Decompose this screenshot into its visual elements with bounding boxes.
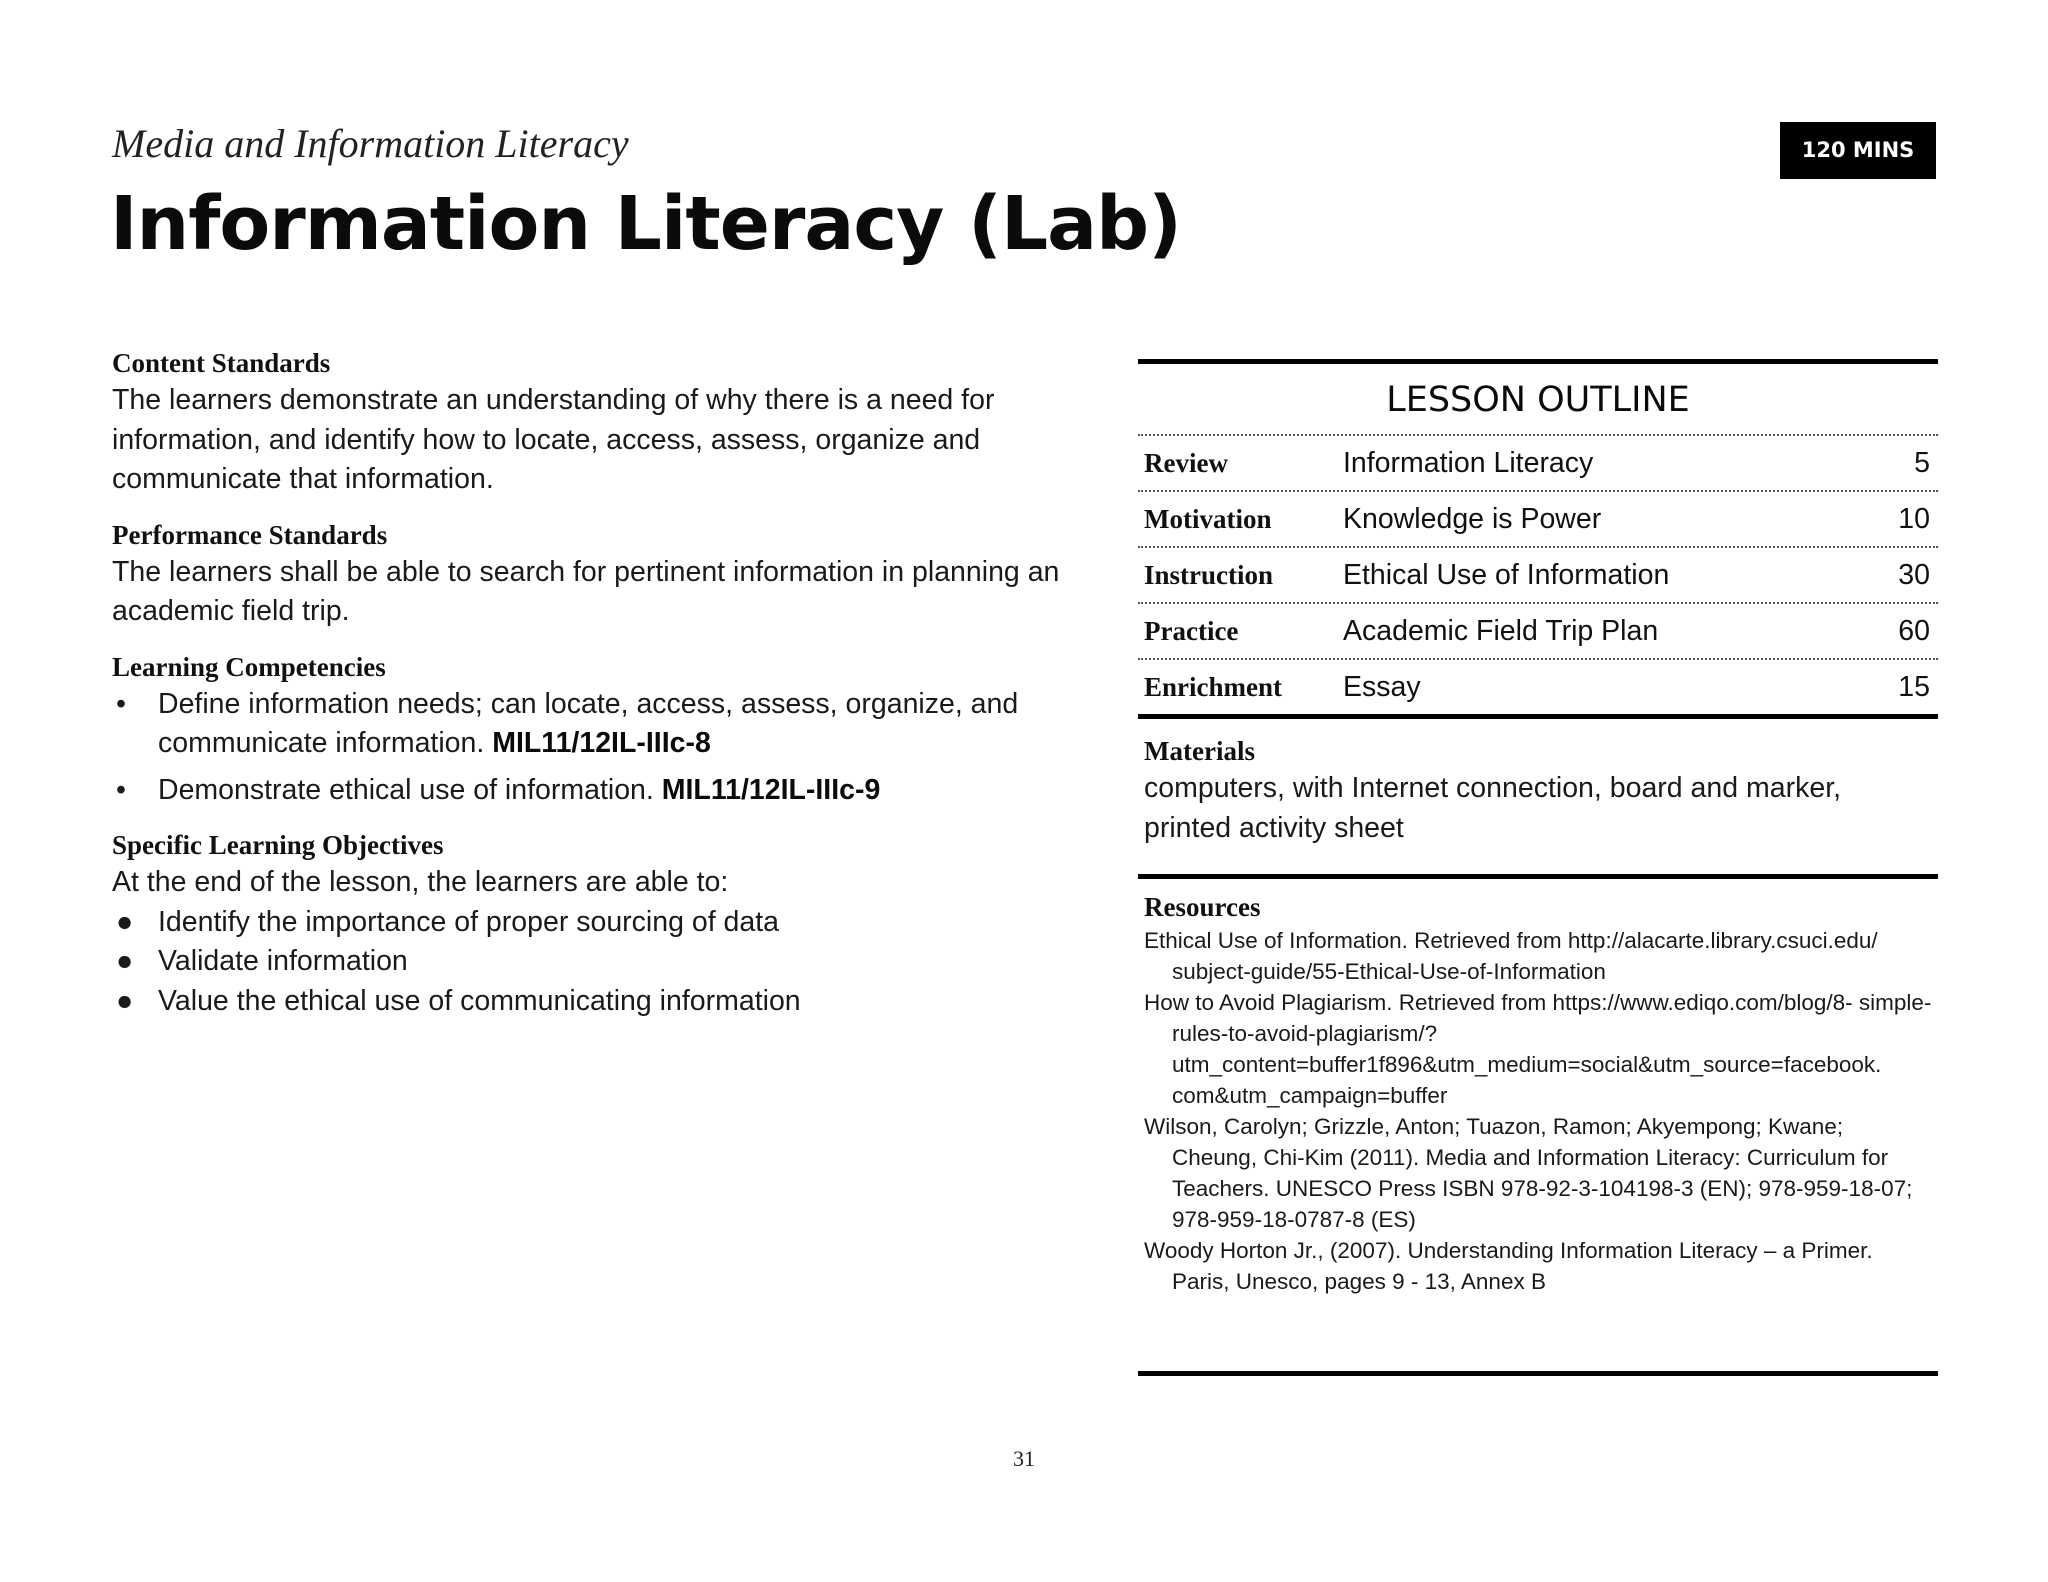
performance-standards-section xyxy=(112,517,1097,632)
resource-item: How to Avoid Plagiarism. Retrieved from https://www.ediqo.com/blog/8- simple-rules-to-avoid-plagiarism/? utm_content=buffer1f896&utm_medium=social&utm_source=facebook. com&utm_campaign=buffer xyxy=(1144,990,1932,1108)
outline-minutes: 60 xyxy=(1898,614,1930,647)
resource-item: Woody Horton Jr., (2007). Understanding Information Literacy – a Primer. Paris, Unesco, pages 9 - 13, Annex B xyxy=(1144,1238,1873,1294)
resources-heading: Resources xyxy=(1144,892,1261,922)
content-standards-heading: Content Standards xyxy=(112,348,331,378)
objectives-list xyxy=(112,903,1097,1022)
outline-minutes: 10 xyxy=(1898,502,1930,535)
lesson-outline-title: LESSON OUTLINE xyxy=(1386,380,1690,420)
learning-competencies-section xyxy=(112,649,1097,811)
outline-phase: Instruction xyxy=(1144,559,1274,590)
learning-competencies-heading: Learning Competencies xyxy=(112,651,386,682)
outline-phase: Enrichment xyxy=(1144,671,1282,702)
materials-heading: Materials xyxy=(1144,736,1255,766)
resource-item: Wilson, Carolyn; Grizzle, Anton; Tuazon, Ramon; Akyempong; Kwane; Cheung, Chi-Kim (2011). Media and Information Literacy: Curriculum for Teachers. UNESCO Press ISBN 978-92-3-104198-3 (EN); 978-959-18-07; 978-959-18-0787-8 (ES) xyxy=(1144,1114,1913,1232)
outline-activity: Knowledge is Power xyxy=(1343,502,1602,535)
outline-activity: Essay xyxy=(1343,670,1421,703)
outline-activity: Ethical Use of Information xyxy=(1343,558,1670,591)
outline-row xyxy=(1138,490,1938,546)
standards-column xyxy=(112,345,1097,1038)
duration-badge: 120 MINS xyxy=(1780,122,1936,179)
objectives-heading: Specific Learning Objectives xyxy=(112,830,444,860)
resources-bottom-rule xyxy=(1138,1371,1938,1376)
materials-text: computers, with Internet connection, board and marker, printed activity sheet xyxy=(1144,772,1842,844)
page-number: 31 xyxy=(1013,1446,1035,1471)
performance-standards-heading: Performance Standards xyxy=(112,519,388,550)
objective-text: Value the ethical use of communicating information xyxy=(158,984,801,1017)
competencies-list xyxy=(112,685,1097,811)
bullet-icon: ● xyxy=(116,984,134,1017)
materials-section xyxy=(1138,719,1938,874)
list-item xyxy=(112,771,1097,811)
competency-code: MIL11/12IL-IIIc-9 xyxy=(661,773,881,806)
objective-text: Validate information xyxy=(158,945,408,977)
bullet-icon: • xyxy=(116,773,126,806)
list-item xyxy=(112,942,1097,982)
resources-section xyxy=(1138,879,1938,1371)
competency-code: MIL11/12IL-IIIc-8 xyxy=(492,727,711,759)
outline-row xyxy=(1138,602,1938,658)
outline-phase: Motivation xyxy=(1144,503,1272,534)
objective-text: Identify the importance of proper sourcing of data xyxy=(158,905,780,938)
objectives-intro: At the end of the lesson, the learners are able to: xyxy=(112,866,729,898)
competency-text: Demonstrate ethical use of information. xyxy=(158,773,654,806)
bullet-icon: ● xyxy=(116,905,134,938)
outline-activity: Academic Field Trip Plan xyxy=(1343,614,1659,647)
outline-row xyxy=(1138,658,1938,714)
content-standards-section xyxy=(112,345,1097,500)
list-item xyxy=(112,903,1097,943)
performance-standards-text: The learners shall be able to search for pertinent information in planning an academic field trip. xyxy=(112,555,1060,627)
page-title: Information Literacy (Lab) xyxy=(110,181,1181,267)
list-item xyxy=(112,982,1097,1022)
outline-row xyxy=(1138,434,1938,490)
resource-item: Ethical Use of Information. Retrieved from http://alacarte.library.csuci.edu/ subject-guide/55-Ethical-Use-of-Information xyxy=(1144,928,1878,984)
content-standards-text: The learners demonstrate an understanding of why there is a need for information, and identify how to locate, access, assess, organize and communicate that information. xyxy=(112,384,995,495)
objectives-section xyxy=(112,827,1097,1021)
list-item xyxy=(112,685,1097,764)
outline-minutes: 5 xyxy=(1914,446,1930,479)
bullet-icon: ● xyxy=(116,945,134,977)
competency-text: Define information needs; can locate, access, assess, organize, and communicate information. xyxy=(158,687,1019,759)
bullet-icon: • xyxy=(116,687,126,720)
outline-phase: Practice xyxy=(1144,615,1239,646)
outline-minutes: 30 xyxy=(1898,558,1930,591)
outline-row xyxy=(1138,546,1938,602)
outline-minutes: 15 xyxy=(1898,670,1930,703)
outline-column xyxy=(1138,359,1938,1376)
outline-phase: Review xyxy=(1144,447,1228,478)
subject-title: Media and Information Literacy xyxy=(112,121,629,166)
outline-activity: Information Literacy xyxy=(1343,446,1594,479)
